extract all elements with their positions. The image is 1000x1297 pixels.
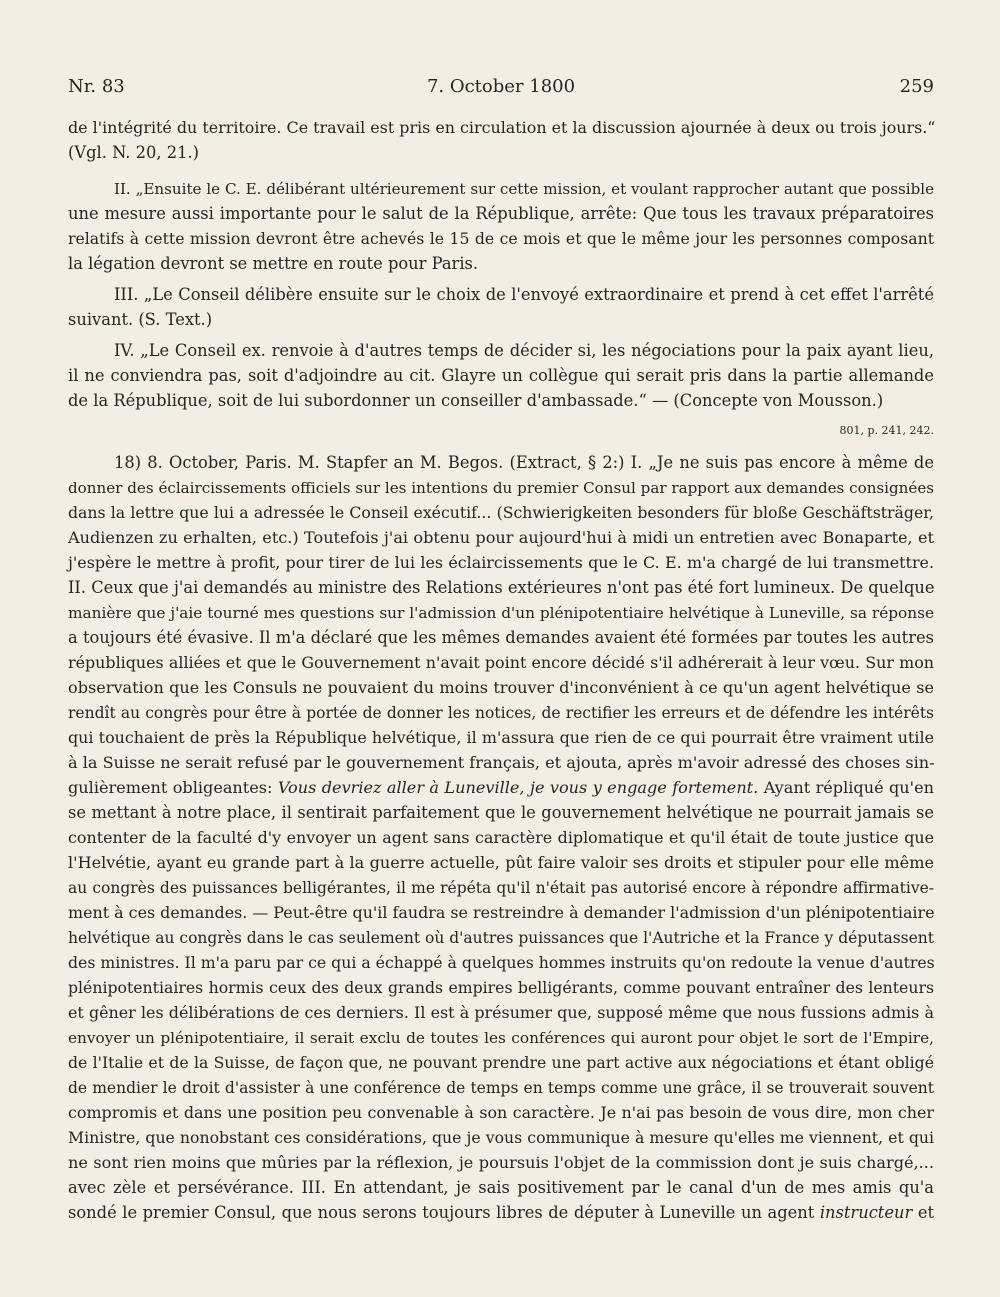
text-line-content: II. „Ensuite le C. E. délibérant ultérieurement sur cette mission, et voulant rapprocher autant que possible [114, 180, 934, 198]
text-line [68, 284, 934, 306]
text-line: Audienzen zu erhalten, etc.) Toutefois j'ai obtenu pour aujourd'hui à midi un entretien avec Bonaparte, et [68, 528, 934, 547]
italic-quote: Vous devriez aller à Luneville, je vous y engage fortement. [277, 778, 759, 797]
text-line [68, 340, 934, 362]
text-line-content: 18) 8. October, Paris. M. Stapfer an M. Begos. (Extract, § 2:) I. „Je ne suis pas encore à même de [114, 453, 934, 472]
text-line: observation que les Consuls ne pouvaient du moins trouver d'inconvénient à ce qu'un agent helvétique se [68, 678, 934, 697]
text-line: se mettant à notre place, il sentirait parfaitement que le gouvernement helvétique ne pourrait jamais se [68, 803, 934, 822]
text-line: envoyer un plénipotentiaire, il serait exclu de toutes les conférences qui auront pour objet le sort de l'Empire, [68, 1029, 934, 1047]
text-line: avec zèle et persévérance. III. En attendant, je sais positivement par le canal d'un de mes amis qu'a [68, 1178, 934, 1197]
text-line [68, 452, 934, 474]
text-line [68, 777, 934, 799]
text-line: contenter de la faculté d'y envoyer un agent sans caractère diplomatique et qu'il était de toute justice que [68, 828, 934, 847]
text-line: manière que j'aie tourné mes questions sur l'admission d'un plénipotentiaire helvétique à Luneville, sa réponse [68, 604, 934, 622]
text-line: II. Ceux que j'ai demandés au ministre des Relations extérieures n'ont pas été fort lumineux. De quelque [68, 578, 935, 597]
text-line: helvétique au congrès dans le cas seulement où d'autres puissances que l'Autriche et la France y députassent [68, 929, 934, 947]
text-line: donner des éclaircissements officiels sur les intentions du premier Consul par rapport aux demandes consignées [68, 479, 934, 497]
text-line: ment à ces demandes. — Peut-être qu'il faudra se restreindre à demander l'admission d'un plénipotentiaire [68, 903, 935, 922]
text-line: de mendier le droit d'assister à une conférence de temps en temps comme une grâce, il se trouverait souvent [68, 1079, 934, 1097]
text-line: Ministre, que nonobstant ces considérations, que je vous communique à mesure qu'elles me viennent, et qui [68, 1128, 934, 1147]
text-line: de l'intégrité du territoire. Ce travail est pris en circulation et la discussion ajournée à deux ou trois jours.“ [68, 118, 936, 137]
text-line: il ne conviendra pas, soit d'adjoindre au cit. Glayre un collègue qui serait pris dans la partie allemande [68, 366, 934, 385]
text-line: et gêner les délibérations de ces derniers. Il est à présumer que, supposé même que nous fussions admis à [68, 1003, 934, 1022]
text-line-content: III. „Le Conseil délibère ensuite sur le choix de l'envoyé extraordinaire et prend à cet effet l'arrêté [114, 285, 934, 304]
text-line: a toujours été évasive. Il m'a déclaré que les mêmes demandes avaient été formées par toutes les autres [68, 628, 934, 647]
text-line: au congrès des puissances belligérantes, il me répéta qu'il n'était pas autorisé encore à répondre affirmative- [68, 879, 934, 897]
text-line: compromis et dans une position peu convenable à son caractère. Je n'ai pas besoin de vous dire, mon cher [68, 1103, 934, 1122]
text-line: républiques alliées et que le Gouvernement n'avait point encore décidé s'il adhérerait à leur vœu. Sur mon [68, 653, 934, 672]
text-line-content: Ayant répliqué qu'en [763, 778, 934, 797]
italic-word: instructeur [819, 1203, 913, 1222]
text-line: la légation devront se mettre en route pour Paris. [68, 254, 479, 273]
text-line-content: et [917, 1203, 934, 1222]
text-line: qui touchaient de près la République helvétique, il m'assura que rien de ce qui pourrait être vraiment utile [68, 728, 934, 747]
text-line: suivant. (S. Text.) [68, 310, 213, 329]
text-line: relatifs à cette mission devront être achevés le 15 de ce mois et que le même jour les personnes composant [68, 229, 934, 248]
text-line: rendît au congrès pour être à portée de donner les notices, de rectifier les erreurs et de défendre les intérêts [68, 704, 934, 722]
text-line: à la Suisse ne serait refusé par le gouvernement français, et ajouta, après m'avoir adressé des choses sin- [68, 753, 935, 772]
text-line: de l'Italie et de la Suisse, de façon que, ne pouvant prendre une part active aux négociations et étant obligé [68, 1053, 934, 1072]
text-line: j'espère le mettre à profit, pour tirer de lui les éclaircissements que le C. E. m'a chargé de lui transmettre. [68, 553, 934, 572]
text-line: plénipotentiaires hormis ceux des deux grands empires belligérants, comme pouvant entraîner des lenteurs [68, 978, 934, 997]
source-reference: 801, p. 241, 242. [839, 424, 934, 437]
text-line: des ministres. Il m'a paru par ce qui a échappé à quelques hommes instruits qu'on redoute la venue d'autres [68, 953, 935, 972]
text-line-content: sondé le premier Consul, que nous serons toujours libres de députer à Luneville un agent [68, 1203, 815, 1222]
document-number: Nr. 83 [68, 76, 125, 97]
text-line: ne sont rien moins que mûries par la réflexion, je poursuis l'objet de la commission dont je suis chargé,... [68, 1153, 934, 1172]
text-line [68, 178, 934, 200]
page-header [68, 76, 934, 104]
text-line: (Vgl. N. 20, 21.) [68, 143, 199, 162]
text-line-content: IV. „Le Conseil ex. renvoie à d'autres temps de décider si, les négociations pour la paix ayant lieu, [114, 341, 934, 360]
text-line: de la République, soit de lui subordonner un conseiller d'ambassade.“ — (Concepte von Mousson.) [68, 391, 884, 410]
text-line [68, 1202, 934, 1224]
text-line: dans la lettre que lui a adressée le Conseil exécutif... (Schwierigkeiten besonders für bloße Geschäftsträger, [68, 503, 934, 522]
page-number: 259 [899, 76, 934, 97]
text-line: une mesure aussi importante pour le salut de la République, arrête: Que tous les travaux préparatoires [68, 204, 934, 223]
header-date: 7. October 1800 [426, 76, 576, 97]
text-line: l'Helvétie, ayant eu grande part à la guerre actuelle, pût faire valoir ses droits et stipuler pour elle même [68, 853, 934, 872]
text-line-content: gulièrement obligeantes: [68, 778, 273, 797]
